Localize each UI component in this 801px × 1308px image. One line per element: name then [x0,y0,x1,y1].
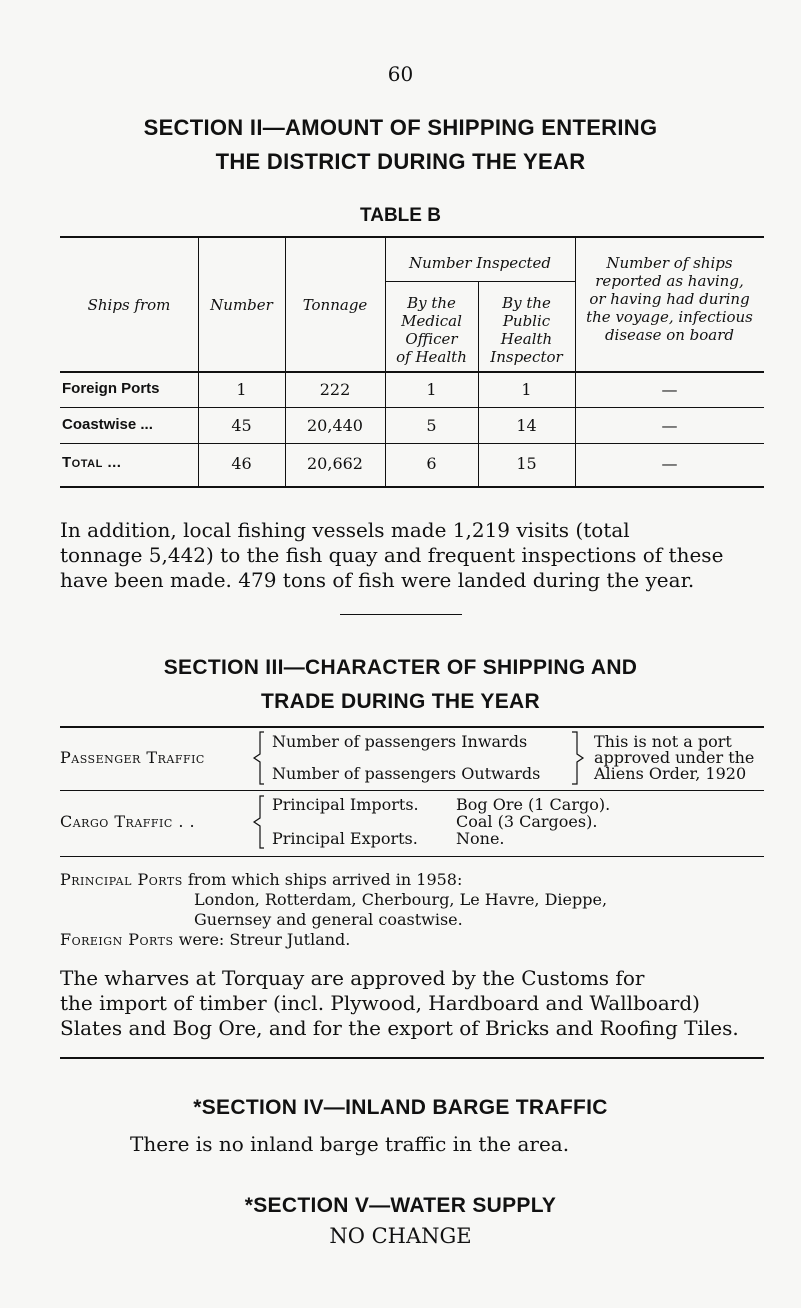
aliens-order-note: This is not a port approved under the Aliens Order, 1920 [594,732,755,783]
table-bottom-rule [60,486,764,488]
row-rule [60,443,764,444]
header-by-medical: By the Medical Officer of Health [396,294,467,366]
section-2-title-line2: THE DISTRICT DURING THE YEAR [215,149,586,174]
cargo-bottom-rule [60,856,764,857]
row-rule [60,407,764,408]
left-brace-icon [250,730,270,786]
cargo-traffic-label: Cargo Traffic . . [60,812,196,831]
passenger-traffic-label: Passenger Traffic [60,748,205,767]
principal-ports: Principal Ports from which ships arrived in 1958: [60,870,463,889]
section-4-title: *SECTION IV—INLAND BARGE TRAFFIC [193,1096,608,1119]
section-2-title-line1: SECTION II—AMOUNT OF SHIPPING ENTERING [143,115,658,140]
water-supply-status: NO CHANGE [329,1224,472,1248]
principal-ports-list-2: Guernsey and general coastwise. [194,910,463,929]
subheader-rule [385,281,575,282]
section-5-title: *SECTION V—WATER SUPPLY [244,1194,557,1217]
fishing-note: In addition, local fishing vessels made 1,219 visits (total tonnage 5,442) to the fish quay and frequent inspections of these have been made. 479 tons of fish were landed during the year. [60,518,724,592]
header-tonnage: Tonnage [302,296,368,314]
principal-exports-value: None. [456,829,505,848]
barge-traffic-text: There is no inland barge traffic in the area. [130,1132,570,1156]
section-divider [340,614,462,615]
header-reported-infectious: Number of ships reported as having, or having had during the voyage, infectious disease on board [586,254,753,344]
page-number: 60 [387,62,414,86]
header-by-public-health: By the Public Health Inspector [490,294,563,366]
principal-ports-list: London, Rotterdam, Cherbourg, Le Havre, Dieppe, [194,890,608,909]
table-label: TABLE B [360,205,441,226]
foreign-ports: Foreign Ports were: Streur Jutland. [60,930,351,949]
passenger-top-rule [60,726,764,728]
right-brace-icon [568,730,588,786]
principal-imports-value: Bog Ore (1 Cargo). [456,795,611,814]
wharves-paragraph: The wharves at Torquay are approved by the Customs for the import of timber (incl. Plywood, Hardboard and Wallboard) Slates and Bog Ore, and for the export of Bricks and Roofing Tiles. [60,966,739,1040]
table-top-rule [60,236,764,238]
section-3-title-line1: SECTION III—CHARACTER OF SHIPPING AND [163,656,638,679]
principal-imports-label: Principal Imports. [272,795,419,814]
passenger-bottom-rule [60,790,764,791]
section-3-title-line2: TRADE DURING THE YEAR [261,690,540,713]
passengers-inwards: Number of passengers Inwards [272,732,528,751]
principal-imports-value-2: Coal (3 Cargoes). [456,812,598,831]
header-bottom-rule [60,371,764,373]
header-ships-from: Ships from [87,296,171,314]
section-4-rule [60,1057,764,1059]
header-number: Number [210,296,273,314]
principal-exports-label: Principal Exports. [272,829,418,848]
header-number-inspected: Number Inspected [408,254,552,272]
passengers-outwards: Number of passengers Outwards [272,764,541,783]
left-brace-icon [250,794,270,850]
